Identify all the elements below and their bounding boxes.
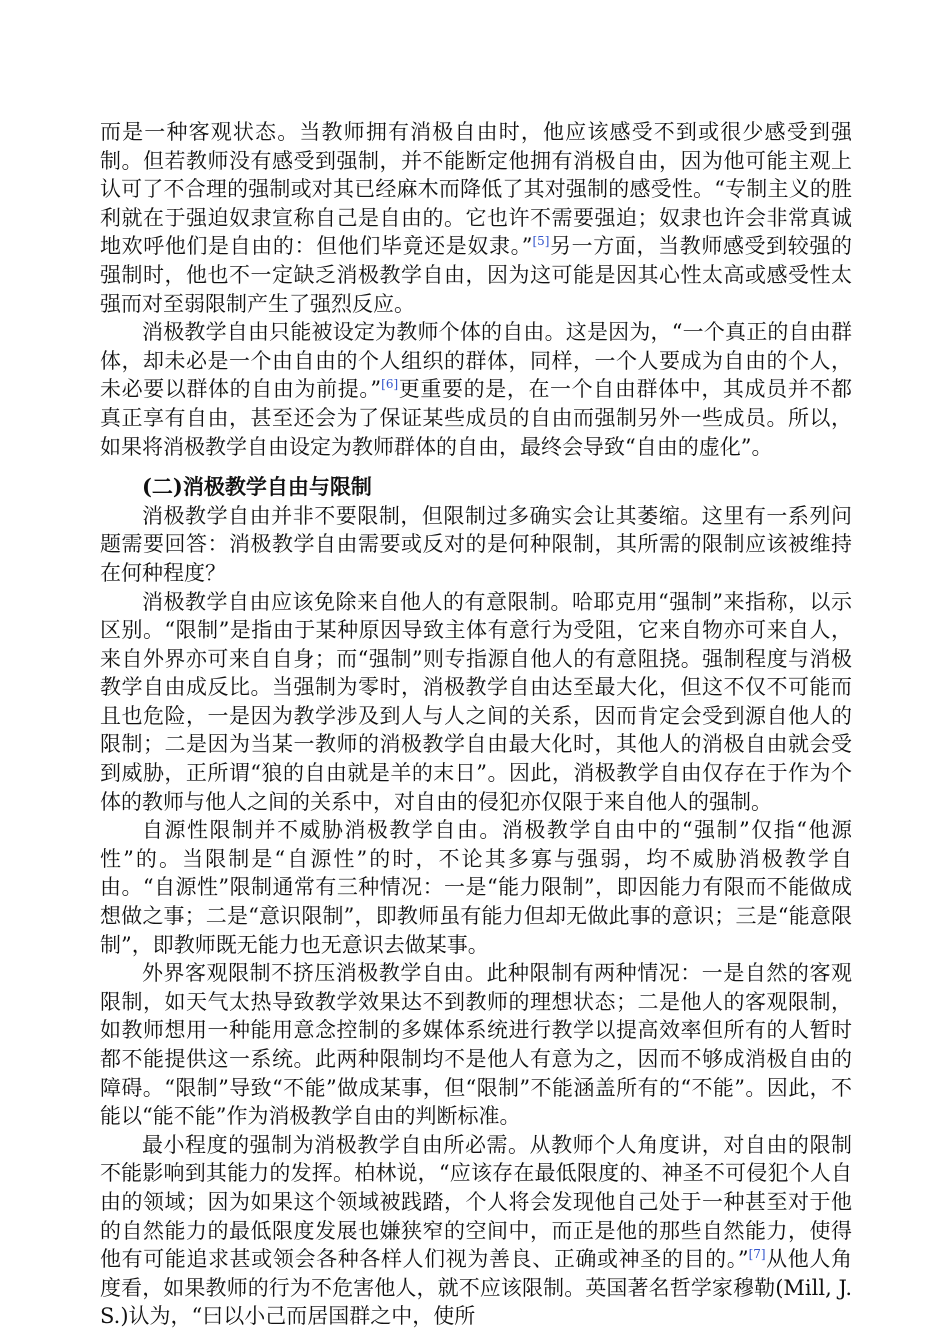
paragraph-2 bbox=[100, 318, 852, 461]
paragraph-6 bbox=[100, 959, 852, 1131]
paragraph-4-text: 消极教学自由应该免除来自他人的有意限制。哈耶克用“强制”来指称，以示区别。“限制”是指由于某种原因导致主体有意行为受阻，它来自物亦可来自人，来自外界亦可来自自身；而“强制”则专指源自他人的有意阻挠。强制程度与消极教学自由成反比。当强制为零时，消极教学自由达至最大化，但这不仅不可能而且也危险，一是因为教学涉及到人与人之间的关系，因而肯定会受到源自他人的限制；二是因为当某一教师的消极教学自由最大化时，其他人的消极自由就会受到威胁，正所谓“狼的自由就是羊的末日”。因此，消极教学自由仅存在于作为个体的教师与他人之间的关系中，对自由的侵犯亦仅限于来自他人的强制。 bbox=[100, 589, 852, 814]
citation-ref-6[interactable]: [6] bbox=[381, 377, 399, 392]
paragraph-4 bbox=[100, 588, 852, 817]
citation-ref-5[interactable]: [5] bbox=[532, 234, 550, 249]
paragraph-2-text-a: 消极教学自由只能被设定为教师个体的自由。这是因为，“一个真正的自由群体，却未必是一个由自由的个人组织的群体，同样，一个人要成为自由的个人，未必要以群体的自由为前提。” bbox=[100, 320, 852, 402]
paragraph-7-text-a: 最小程度的强制为消极教学自由所必需。从教师个人角度讲，对自由的限制不能影响到其能力的发挥。柏林说，“应该存在最低限度的、神圣不可侵犯个人自由的领域；因为如果这个领域被践踏，个人将会发现他自己处于一种甚至对于他的自然能力的最低限度发展也嫌狭窄的空间中，而正是他的那些自然能力，使得他有可能追求甚或领会各种各样人们视为善良、正确或神圣的目的。” bbox=[100, 1132, 852, 1272]
paragraph-2-text-b: 更重要的是，在一个自由群体中，其成员并不都真正享有自由，甚至还会为了保证某些成员的自由而强制另外一些成员。所以，如果将消极教学自由设定为教师群体的自由，最终会导致“自由的虚化”。 bbox=[100, 377, 852, 459]
paragraph-7 bbox=[100, 1131, 852, 1331]
paragraph-7-text-b: 从他人角度看，如果教师的行为不危害他人，就不应该限制。英国著名哲学家穆勒(Mill, J. S.)认为，“曰以小己而居国群之中，使所 bbox=[100, 1247, 853, 1329]
citation-ref-7[interactable]: [7] bbox=[748, 1247, 766, 1262]
paragraph-5 bbox=[100, 816, 852, 959]
paragraph-5-text: 自源性限制并不威胁消极教学自由。消极教学自由中的“强制”仅指“他源性”的。当限制是“自源性”的时，不论其多寡与强弱，均不威胁消极教学自由。“自源性”限制通常有三种情况：一是“能力限制”，即因能力有限而不能做成想做之事；二是“意识限制”，即教师虽有能力但却无做此事的意识；三是“能意限制”，即教师既无能力也无意识去做某事。 bbox=[100, 818, 852, 957]
paragraph-6-text: 外界客观限制不挤压消极教学自由。此种限制有两种情况：一是自然的客观限制，如天气太热导致教学效果达不到教师的理想状态；二是他人的客观限制，如教师想用一种能用意念控制的多媒体系统进行教学以提高效率但所有的人暂时都不能提供这一系统。此两种限制均不是他人有意为之，因而不够成消极自由的障碍。“限制”导致“不能”做成某事，但“限制”不能涵盖所有的“不能”。因此，不能以“能不能”作为消极教学自由的判断标准。 bbox=[100, 961, 852, 1129]
paragraph-1-text-a: 而是一种客观状态。当教师拥有消极自由时，他应该感受不到或很少感受到强制。但若教师没有感受到强制，并不能断定他拥有消极自由，因为他可能主观上认可了不合理的强制或对其已经麻木而降低了其对强制的感受性。“专制主义的胜利就在于强迫奴隶宣称自己是自由的。它也许不需要强迫；奴隶也许会非常真诚地欢呼他们是自由的：但他们毕竟还是奴隶。” bbox=[100, 120, 852, 259]
section-heading: (二)消极教学自由与限制 bbox=[142, 474, 372, 500]
paragraph-3-text: 消极教学自由并非不要限制，但限制过多确实会让其萎缩。这里有一系列问题需要回答：消极教学自由需要或反对的是何种限制，其所需的限制应该被维持在何种程度？ bbox=[100, 503, 852, 585]
paragraph-3 bbox=[100, 502, 852, 588]
paragraph-1-text-b: 另一方面，当教师感受到较强的强制时，他也不一定缺乏消极教学自由，因为这可能是因其心性太高或感受性太强而对至弱限制产生了强烈反应。 bbox=[100, 234, 853, 316]
paragraph-1 bbox=[100, 118, 852, 318]
document-page bbox=[100, 118, 852, 1331]
